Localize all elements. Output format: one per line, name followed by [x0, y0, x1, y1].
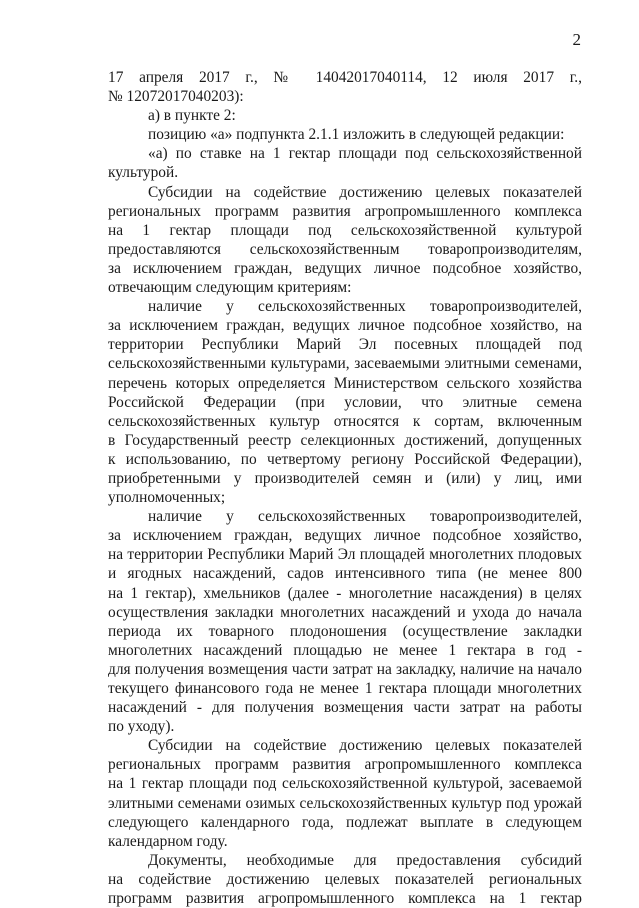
text-line: региональных программ развития агропромышленного комплекса: [108, 202, 582, 220]
text-line: территории Республики Марий Эл посевных площадей под: [108, 336, 582, 354]
text-line: № 12072017040203):: [108, 88, 244, 106]
text-line: отвечающим следующим критериям:: [108, 279, 352, 297]
text-line: за исключением граждан, ведущих личное подсобное хозяйство,: [108, 259, 582, 277]
text-line: Субсидии на содействие достижению целевых показателей: [148, 737, 582, 755]
text-line: уполномоченных;: [108, 489, 226, 507]
text-line: на 1 гектар площади под сельскохозяйственной культурой, засеваемой: [108, 775, 582, 793]
text-line: на содействие достижению целевых показателей региональных: [108, 870, 582, 888]
text-line: региональных программ развития агропромышленного комплекса: [108, 756, 582, 774]
text-line: и ягодных насаждений, садов интенсивного типа (не менее 800: [108, 565, 582, 583]
text-line: приобретенными у производителей семян и (или) у лиц, ими: [108, 469, 582, 487]
text-line: перечень которых определяется Министерством сельского хозяйства: [108, 374, 582, 392]
text-line: позицию «а» подпункта 2.1.1 изложить в следующей редакции:: [148, 126, 565, 144]
text-line: к использованию, по четвертому региону Российской Федерации),: [108, 450, 582, 468]
text-line: «а) по ставке на 1 гектар площади под сельскохозяйственной: [148, 145, 582, 163]
text-line: осуществления закладки многолетних насаждений и ухода до начала: [108, 603, 582, 621]
text-line: предоставляются сельскохозяйственным товаропроизводителям,: [108, 240, 582, 258]
text-line: Российской Федерации (при условии, что элитные семена: [108, 393, 582, 411]
text-line: на 1 гектар площади под сельскохозяйственной культурой: [108, 221, 582, 239]
text-line: культурой.: [108, 164, 179, 182]
text-line: сельскохозяйственными культурами, засеваемыми элитными семенами,: [108, 355, 582, 373]
text-line: сельскохозяйственных культур относятся к сортам, включенным: [108, 412, 582, 430]
text-line: программ развития агропромышленного комплекса на 1 гектар: [108, 890, 582, 908]
text-line: текущего финансового года не менее 1 гектара площади многолетних: [108, 680, 582, 697]
text-line: элитными семенами озимых сельскохозяйственных культур под урожай: [108, 794, 582, 812]
text-line: Документы, необходимые для предоставления субсидий: [148, 851, 582, 869]
document-body: [108, 68, 582, 908]
text-line: многолетних насаждений площадью не менее 1 гектара в год -: [108, 641, 582, 659]
text-line: за исключением граждан, ведущих личное подсобное хозяйство,: [108, 527, 582, 545]
text-line: для получения возмещения части затрат на закладку, наличие на начало: [108, 660, 582, 678]
text-line: за исключением граждан, ведущих личное подсобное хозяйство, на: [108, 317, 582, 335]
text-line: на 1 гектар), хмельников (далее - многолетние насаждения) в целях: [108, 584, 582, 602]
text-line: насаждений - для получения возмещения части затрат на работы: [108, 699, 582, 717]
text-line: календарном году.: [108, 832, 228, 850]
text-line: на территории Республики Марий Эл площадей многолетних плодовых: [108, 546, 582, 564]
text-line: следующего календарного года, подлежат выплате в следующем: [108, 813, 582, 831]
text-line: наличие у сельскохозяйственных товаропроизводителей,: [148, 508, 582, 526]
text-line: в Государственный реестр селекционных достижений, допущенных: [108, 431, 582, 449]
text-line: Субсидии на содействие достижению целевых показателей: [148, 183, 582, 201]
text-line: наличие у сельскохозяйственных товаропроизводителей,: [148, 298, 582, 316]
text-line: по уходу).: [108, 718, 175, 736]
text-line: 17 апреля 2017 г., № 14042017040114, 12 июля 2017 г.,: [108, 69, 582, 86]
page-number: 2: [572, 30, 581, 49]
text-line: периода их товарного плодоношения (осуществление закладки: [108, 622, 582, 640]
text-line: а) в пункте 2:: [148, 107, 236, 125]
